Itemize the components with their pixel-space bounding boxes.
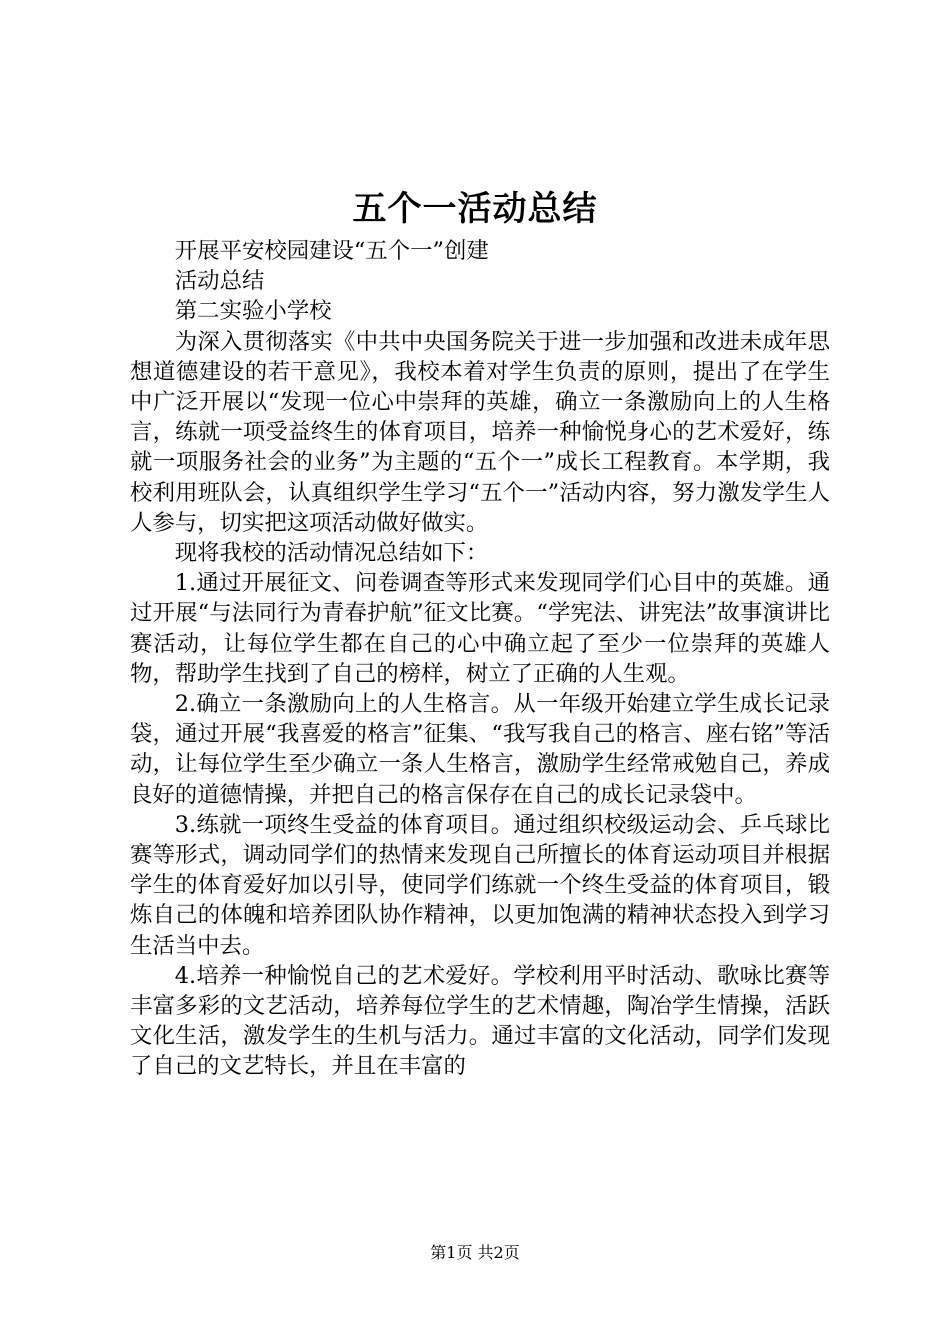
paragraph-summary-lead: 现将我校的活动情况总结如下：	[174, 540, 489, 567]
paragraph-item-4: 4.培养一种愉悦自己的艺术爱好。学校利用平时活动、歌咏比赛等丰富多彩的文艺活动，培养每位学生的艺术情趣，陶冶学生情操，活跃文化生活，激发学生的生机与活力。通过丰富的文化活动，同学们发现了自己的文艺特长，并且在丰富的	[130, 962, 830, 1080]
author-school: 第二实验小学校	[174, 298, 332, 325]
page-footer: 第1页 共2页	[430, 1243, 520, 1262]
subtitle-line-1: 开展平安校园建设“五个一”创建	[174, 238, 489, 264]
paragraph-intro: 为深入贯彻落实《中共中央国务院关于进一步加强和改进未成年思想道德建设的若干意见》，我校本着对学生负责的原则，提出了在学生中广泛开展以“发现一位心中崇拜的英雄，确立一条激励向上的人生格言，练就一项受益终生的体育项目，培养一种愉悦身心的艺术爱好，练就一项服务社会的业务”为主题的“五个一”成长工程教育。本学期，我校利用班队会，认真组织学生学习“五个一”活动内容，努力激发学生人人参与，切实把这项活动做好做实。	[130, 328, 830, 536]
document-title: 五个一活动总结	[352, 189, 598, 229]
paragraph-item-3: 3.练就一项终生受益的体育项目。通过组织校级运动会、乒乓球比赛等形式，调动同学们的热情来发现自己所擅长的体育运动项目并根据学生的体育爱好加以引导，使同学们练就一个终生受益的体育项目，锻炼自己的体魄和培养团队协作精神，以更加饱满的精神状态投入到学习生活当中去。	[130, 811, 830, 959]
subtitle-line-2: 活动总结	[174, 268, 265, 295]
document-body	[130, 236, 830, 1082]
paragraph-item-2: 2.确立一条激励向上的人生格言。从一年级开始建立学生成长记录袋，通过开展“我喜爱的格言”征集、“我写我自己的格言、座右铭”等活动，让每位学生至少确立一条人生格言，激励学生经常戒勉自己，养成良好的道德情操，并把自己的格言保存在自己的成长记录袋中。	[130, 691, 830, 808]
paragraph-item-1: 1.通过开展征文、问卷调查等形式来发现同学们心目中的英雄。通过开展“与法同行为青春护航”征文比赛。“学宪法、讲宪法”故事演讲比赛活动，让每位学生都在自己的心中确立起了至少一位崇拜的英雄人物，帮助学生找到了自己的榜样，树立了正确的人生观。	[130, 570, 830, 687]
